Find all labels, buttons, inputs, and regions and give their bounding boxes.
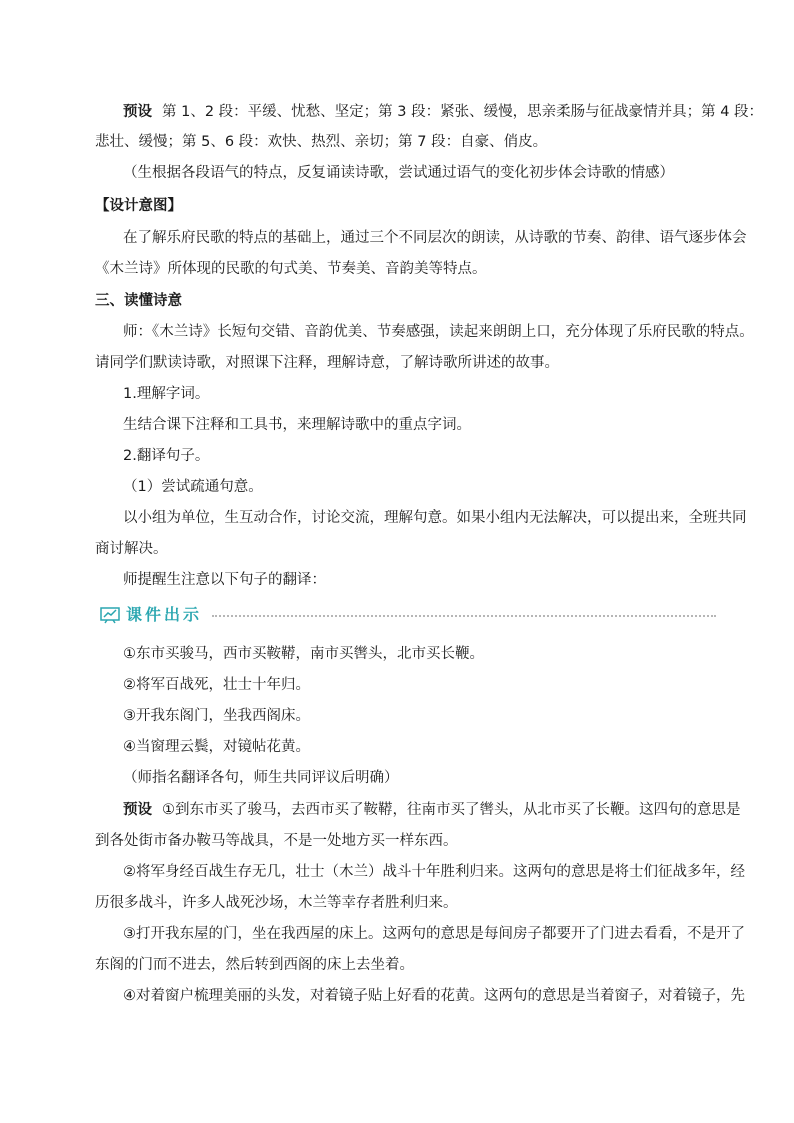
answer-1-text: ①到东市买了骏马，去西市买了鞍鞯，往南市买了辔头，从北市买了长鞭。这四句的意思是	[162, 802, 741, 818]
sentence-4: ④当窗理云鬓，对镜帖花黄。	[123, 739, 310, 755]
preset-line-2: 悲壮、缓慢；第 5、6 段：欢快、热烈、亲切；第 7 段：自豪、俏皮。	[95, 134, 548, 150]
sentence-1: ①东市买骏马，西市买鞍鞯，南市买辔头，北市买长鞭。	[123, 646, 484, 662]
design-intent-text: 在了解乐府民歌的特点的基础上，通过三个不同层次的朗读，从诗歌的节奏、韵律、语气逐步体会	[123, 230, 747, 246]
courseware-title: 课件出示	[126, 605, 203, 624]
answer-2-cont: 历很多战斗，许多人战死沙场，木兰等幸存者胜利归来。	[95, 895, 458, 911]
sentence-2: ②将军百战死，壮士十年归。	[123, 677, 310, 693]
answer-1	[123, 801, 753, 819]
dotted-divider	[212, 615, 716, 617]
teacher-intro: 师：《木兰诗》长短句交错、音韵优美、节奏感强，读起来朗朗上口，充分体现了乐府民歌的特点。	[123, 324, 754, 340]
answer-1-cont: 到各处街市备办鞍马等战具，不是一处地方买一样东西。	[95, 833, 458, 849]
step-1-desc: 生结合课下注释和工具书，来理解诗歌中的重点字词。	[123, 417, 471, 433]
section-heading: 三、读懂诗意	[95, 293, 182, 309]
sentence-3: ③开我东阁门，坐我西阁床。	[123, 708, 310, 724]
answer-3: ③打开我东屋的门，坐在我西屋的床上。这两句的意思是每间房子都要开了门进去看看，不是开了	[123, 926, 745, 942]
teacher-intro-cont: 请同学们默读诗歌，对照课下注释，理解诗意，了解诗歌所讲述的故事。	[95, 355, 559, 371]
preset-line-1	[123, 103, 764, 121]
group-work-cont: 商讨解决。	[95, 541, 168, 557]
design-intent-heading: 【设计意图】	[95, 198, 182, 214]
answer-2: ②将军身经百战生存无几，壮士（木兰）战斗十年胜利归来。这两句的意思是将士们征战多年，经	[123, 864, 745, 880]
design-intent-text-cont: 《木兰诗》所体现的民歌的句式美、节奏美、音韵美等特点。	[95, 261, 487, 277]
teacher-remind: 师提醒生注意以下句子的翻译：	[123, 572, 326, 588]
preset-label: 预设	[123, 802, 152, 818]
presentation-chart-icon	[100, 606, 120, 624]
translation-note: （师指名翻译各句，师生共同评议后明确）	[123, 770, 399, 786]
preset-text: 第 1、2 段：平缓、忧愁、坚定；第 3 段：紧张、缓慢，思亲柔肠与征战豪情并具；第 4 段：	[162, 104, 764, 120]
reading-note: （生根据各段语气的特点，反复诵读诗歌，尝试通过语气的变化初步体会诗歌的情感）	[123, 165, 674, 181]
group-work: 以小组为单位，生互动合作，讨论交流，理解句意。如果小组内无法解决，可以提出来，全班共同	[123, 510, 747, 526]
preset-label: 预设	[123, 104, 152, 120]
answer-3-cont: 东阁的门而不进去，然后转到西阁的床上去坐着。	[95, 957, 414, 973]
courseware-banner	[100, 602, 716, 628]
step-1: 1.理解字词。	[123, 386, 210, 402]
step-2-sub: （1）尝试疏通句意。	[123, 479, 263, 495]
step-2: 2.翻译句子。	[123, 448, 210, 464]
answer-4: ④对着窗户梳理美丽的头发，对着镜子贴上好看的花黄。这两句的意思是当着窗子，对着镜子，先	[123, 988, 745, 1004]
